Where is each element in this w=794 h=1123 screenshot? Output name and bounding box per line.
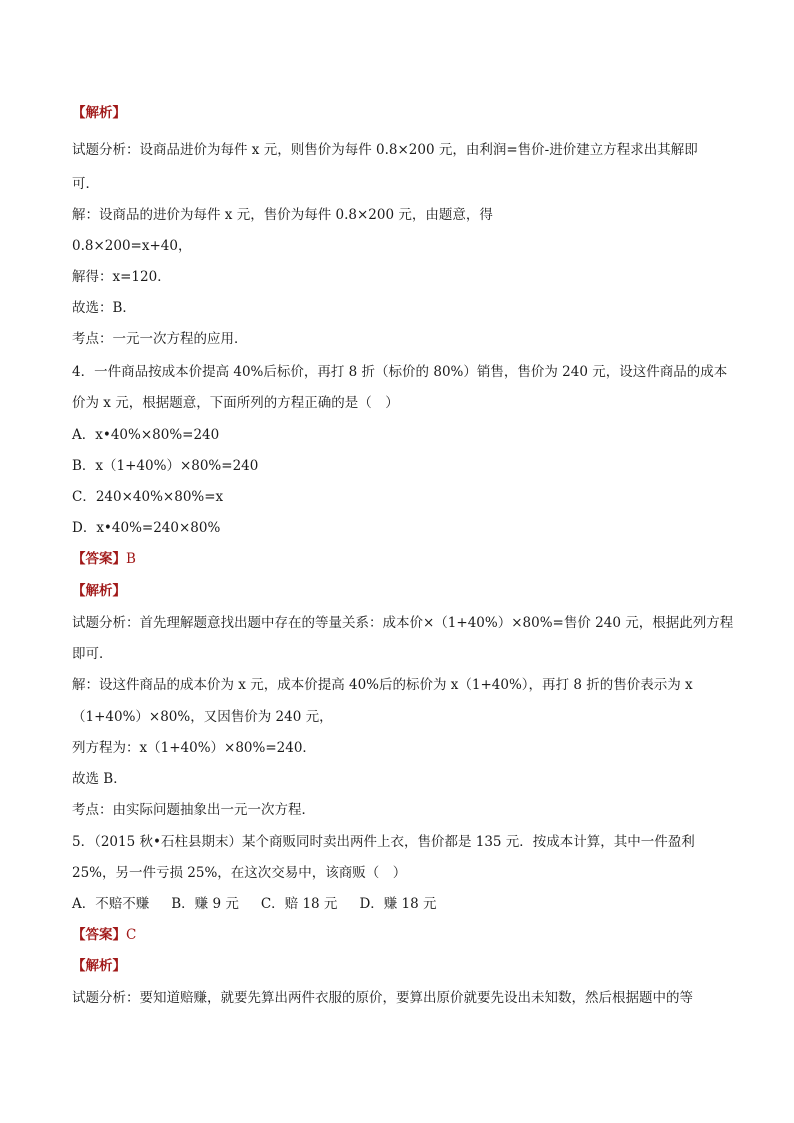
answer-tag: 【答案】 [72,551,126,567]
option-c: C．赔 18 元 [260,896,338,912]
analysis-header: 【解析】 [72,105,126,121]
answer-value: B [126,551,136,567]
answer-line [72,926,136,944]
solution-text: （1+40%）×80%，又因售价为 240 元， [72,709,333,725]
solution-text: 列方程为：x（1+40%）×80%=240． [72,740,316,756]
choice-text: 故选 B． [72,771,127,787]
analysis-text: 试题分析：首先理解题意找出题中存在的等量关系：成本价×（1+40%）×80%=售价 240 元，根据此列方程 [72,615,734,631]
question-stem: 4．一件商品按成本价提高 40%后标价，再打 8 折（标价的 80%）销售，售价为 240 元，设这件商品的成本 [72,364,728,380]
option-a: A．不赔不赚 [72,896,150,912]
solution-text: 解得：x=120． [72,269,171,285]
knowledge-point: 考点：一元一次方程的应用． [72,331,248,347]
question-stem: 价为 x 元，根据题意，下面所列的方程正确的是（ ） [72,395,399,411]
analysis-header: 【解析】 [72,958,126,974]
choice-text: 故选：B． [72,300,136,316]
option-d: D．赚 18 元 [359,896,437,912]
analysis-text: 试题分析：设商品进价为每件 x 元，则售价为每件 0.8×200 元，由利润=售价-进价建立方程求出其解即 [72,142,698,158]
solution-text: 0.8×200=x+40， [72,238,192,254]
option-d: D．x•40%=240×80% [72,520,221,536]
solution-text: 解：设这件商品的成本价为 x 元，成本价提高 40%后的标价为 x（1+40%），再打 8 折的售价表示为 x [72,677,693,693]
answer-value: C [126,927,137,943]
options-row [72,895,437,913]
answer-tag: 【答案】 [72,927,126,943]
option-a: A．x•40%×80%=240 [72,427,220,443]
option-b: B．赚 9 元 [171,896,239,912]
analysis-text: 可． [72,176,99,192]
answer-line [72,550,136,568]
knowledge-point: 考点：由实际问题抽象出一元一次方程． [72,802,315,818]
solution-text: 解：设商品的进价为每件 x 元，售价为每件 0.8×200 元，由题意，得 [72,207,493,223]
analysis-text: 即可． [72,646,113,662]
analysis-text: 试题分析：要知道赔赚，就要先算出两件衣服的原价，要算出原价就要先设出未知数，然后根据题中的等 [72,990,693,1006]
option-b: B．x（1+40%）×80%=240 [72,458,259,474]
analysis-header: 【解析】 [72,583,126,599]
question-stem: 25%，另一件亏损 25%，在这次交易中，该商贩（ ） [72,865,407,881]
option-c: C．240×40%×80%=x [72,489,224,505]
question-stem: 5．（2015 秋•石柱县期末）某个商贩同时卖出两件上衣，售价都是 135 元．按成本计算，其中一件盈利 [72,834,695,850]
